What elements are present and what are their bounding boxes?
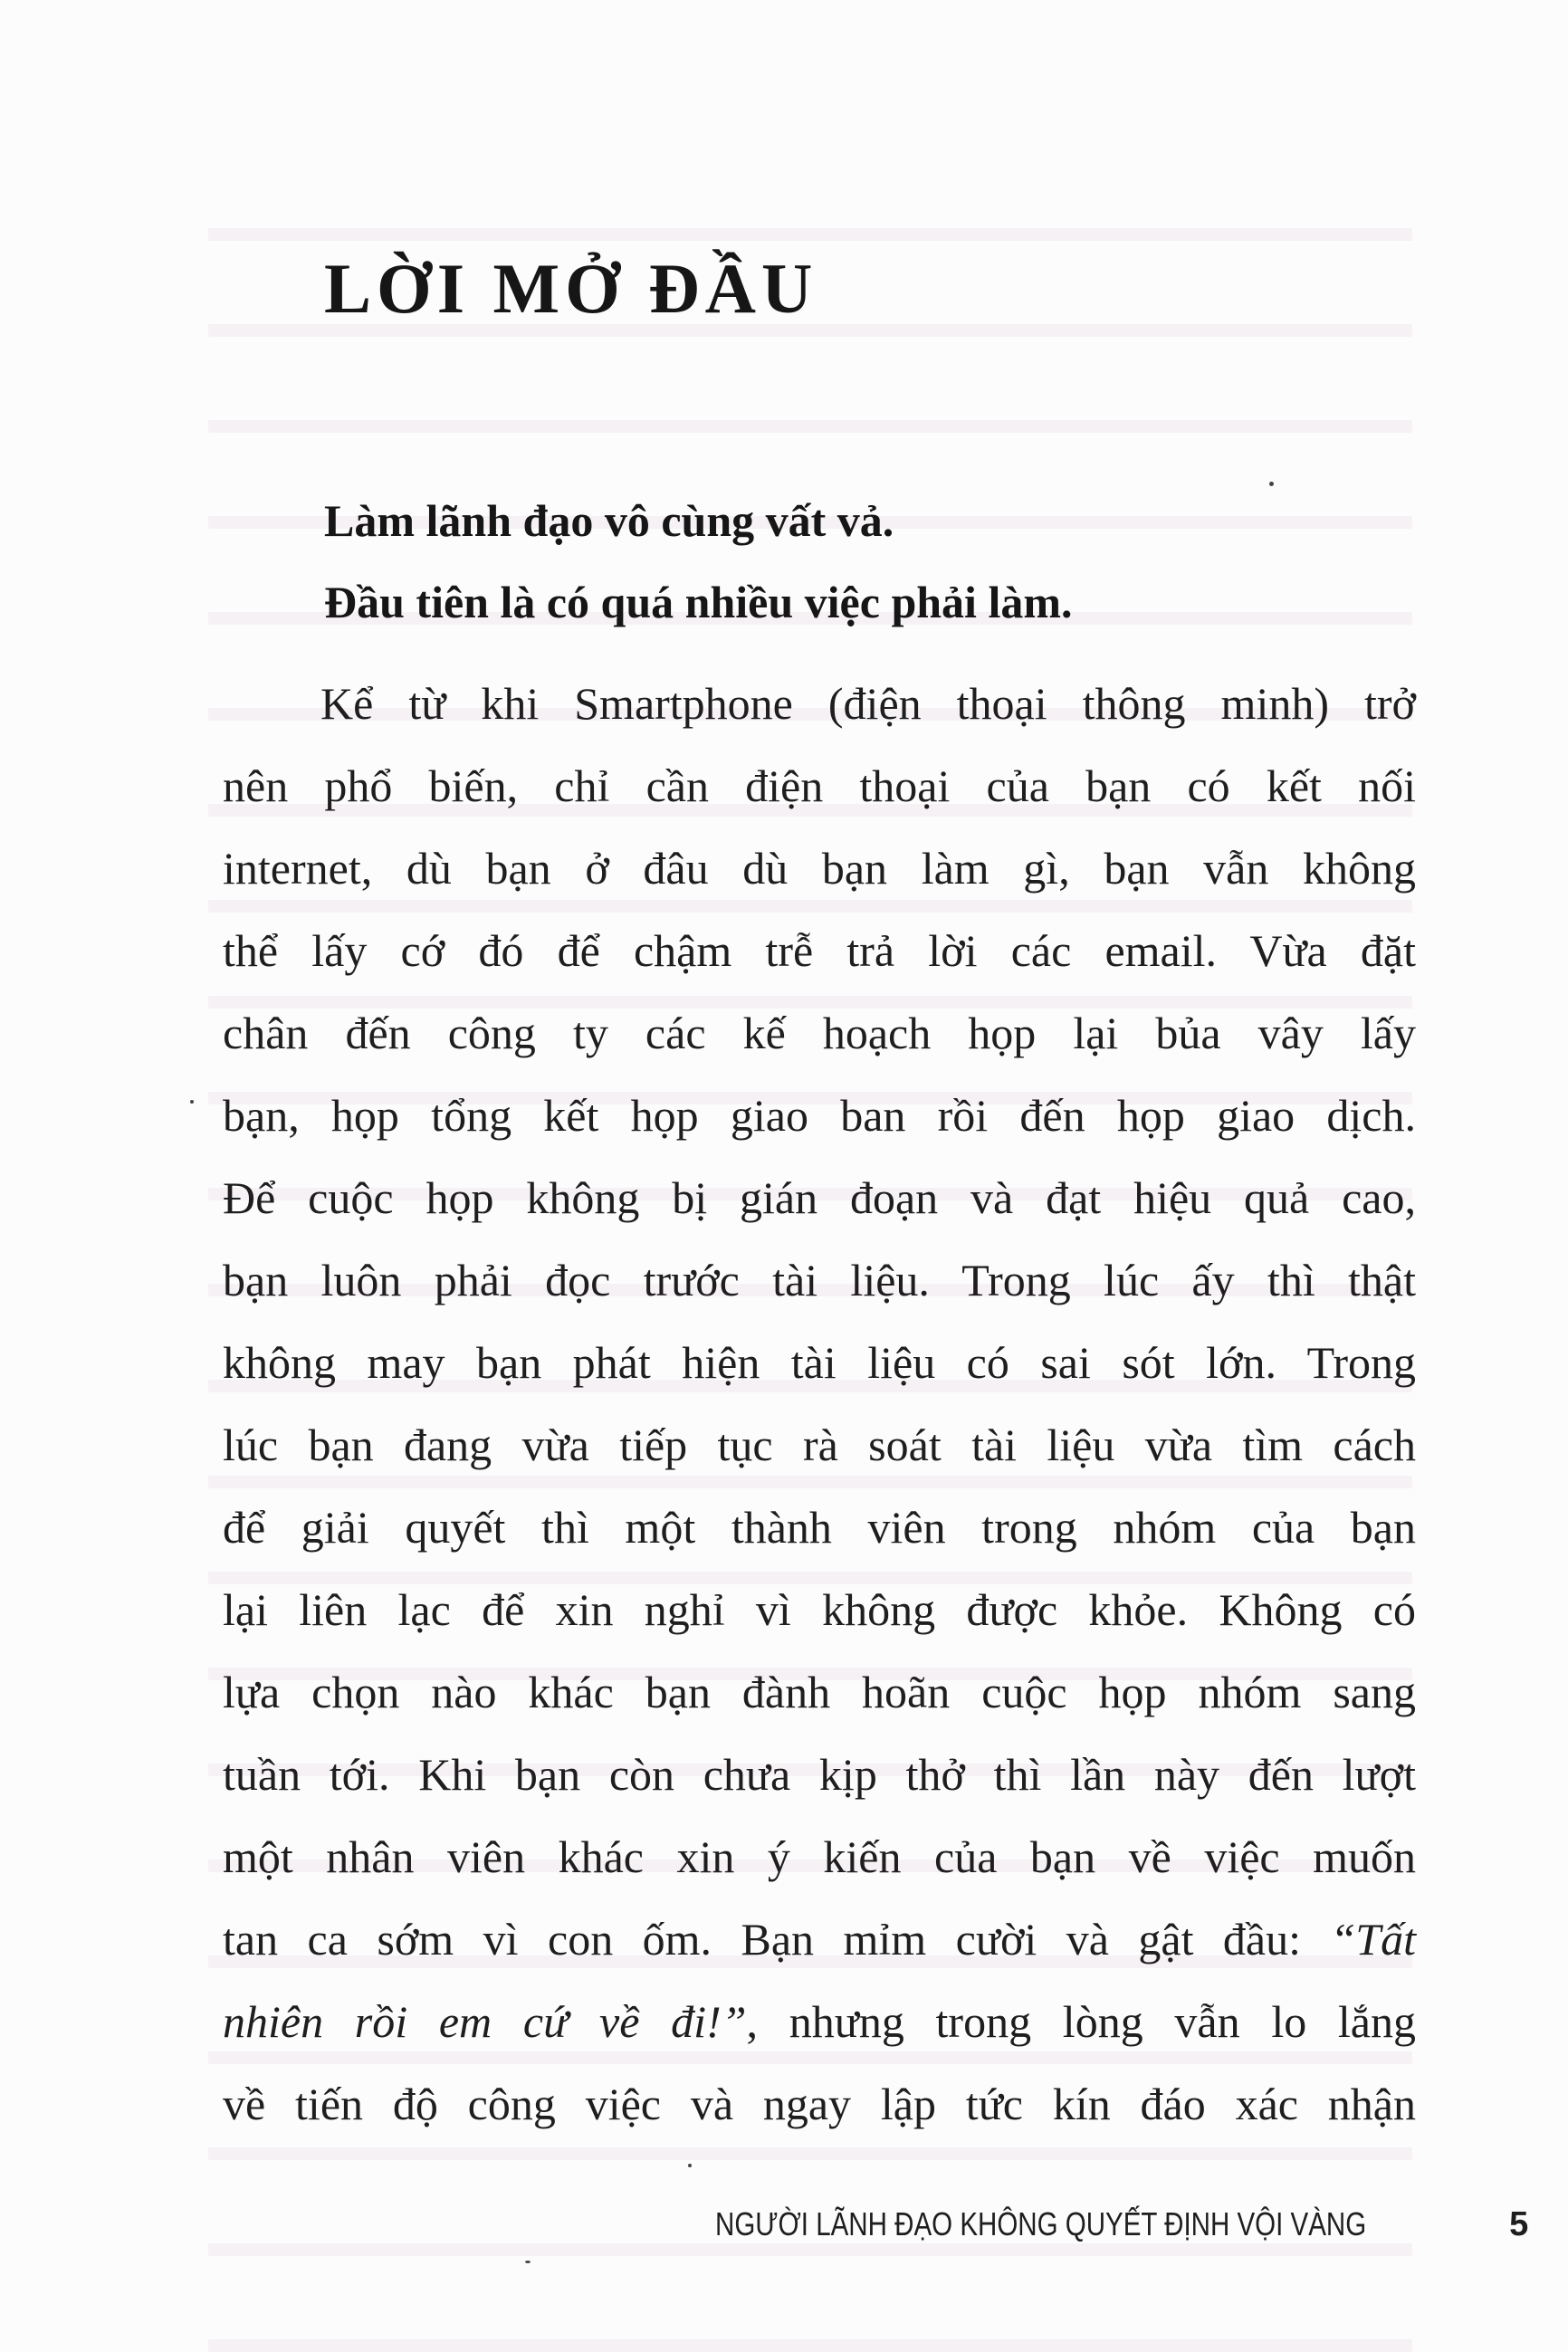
print-speck xyxy=(688,2164,692,2167)
page-footer xyxy=(715,2205,1529,2244)
lead-line-1: Làm lãnh đạo vô cùng vất vả. xyxy=(324,495,894,546)
body-line-16-text: tan ca sớm vì con ốm. Bạn mỉm cười và gật đầu: xyxy=(223,1914,1331,1965)
body-line-2: nên phổ biến, chỉ cần điện thoại của bạn có kết nối xyxy=(223,760,1416,811)
body-line-7: Để cuộc họp không bị gián đoạn và đạt hiệu quả cao, xyxy=(223,1172,1416,1223)
body-line-8: bạn luôn phải đọc trước tài liệu. Trong lúc ấy thì thật xyxy=(223,1255,1416,1305)
print-speck xyxy=(525,2261,531,2263)
page-number: 5 xyxy=(1509,2205,1529,2243)
print-speck xyxy=(1269,482,1274,486)
body-line-6: bạn, họp tổng kết họp giao ban rồi đến họp giao dịch. xyxy=(223,1090,1416,1141)
body-line-13: lựa chọn nào khác bạn đành hoãn cuộc họp nhóm sang xyxy=(223,1667,1416,1717)
body-paragraph xyxy=(223,663,1416,2146)
running-title: NGƯỜI LÃNH ĐẠO KHÔNG QUYẾT ĐỊNH VỘI VÀNG xyxy=(715,2205,1367,2242)
body-line-3: internet, dù bạn ở đâu dù bạn làm gì, bạn vẫn không xyxy=(223,843,1416,894)
lead-paragraph xyxy=(324,480,1073,643)
body-line-5: chân đến công ty các kế hoạch họp lại bủa vây lấy xyxy=(223,1008,1416,1058)
body-line-17-text: , nhưng trong lòng vẫn lo lắng xyxy=(746,1996,1417,2047)
body-line-4: thể lấy cớ đó để chậm trễ trả lời các email. Vừa đặt xyxy=(223,925,1416,976)
lead-line-2: Đầu tiên là có quá nhiều việc phải làm. xyxy=(324,577,1073,627)
quote-start: “Tất xyxy=(1330,1914,1416,1965)
body-line-15: một nhân viên khác xin ý kiến của bạn về việc muốn xyxy=(223,1831,1416,1882)
body-line-12: lại liên lạc để xin nghỉ vì không được khỏe. Không có xyxy=(223,1584,1416,1635)
body-line-11: để giải quyết thì một thành viên trong nhóm của bạn xyxy=(223,1502,1416,1553)
body-line-1: Kể từ khi Smartphone (điện thoại thông minh) trở xyxy=(320,678,1416,729)
body-line-14: tuần tới. Khi bạn còn chưa kịp thở thì lần này đến lượt xyxy=(223,1749,1416,1800)
body-line-18: về tiến độ công việc và ngay lập tức kín đáo xác nhận xyxy=(223,2079,1416,2129)
body-line-16 xyxy=(223,1898,1416,1981)
chapter-title: LỜI MỞ ĐẦU xyxy=(324,249,818,328)
body-line-10: lúc bạn đang vừa tiếp tục rà soát tài liệu vừa tìm cách xyxy=(223,1420,1416,1470)
print-speck xyxy=(190,1100,194,1104)
body-line-17 xyxy=(223,1981,1416,2063)
quote-end: nhiên rồi em cứ về đi!” xyxy=(223,1996,747,2047)
body-line-9: không may bạn phát hiện tài liệu có sai sót lớn. Trong xyxy=(223,1337,1416,1388)
